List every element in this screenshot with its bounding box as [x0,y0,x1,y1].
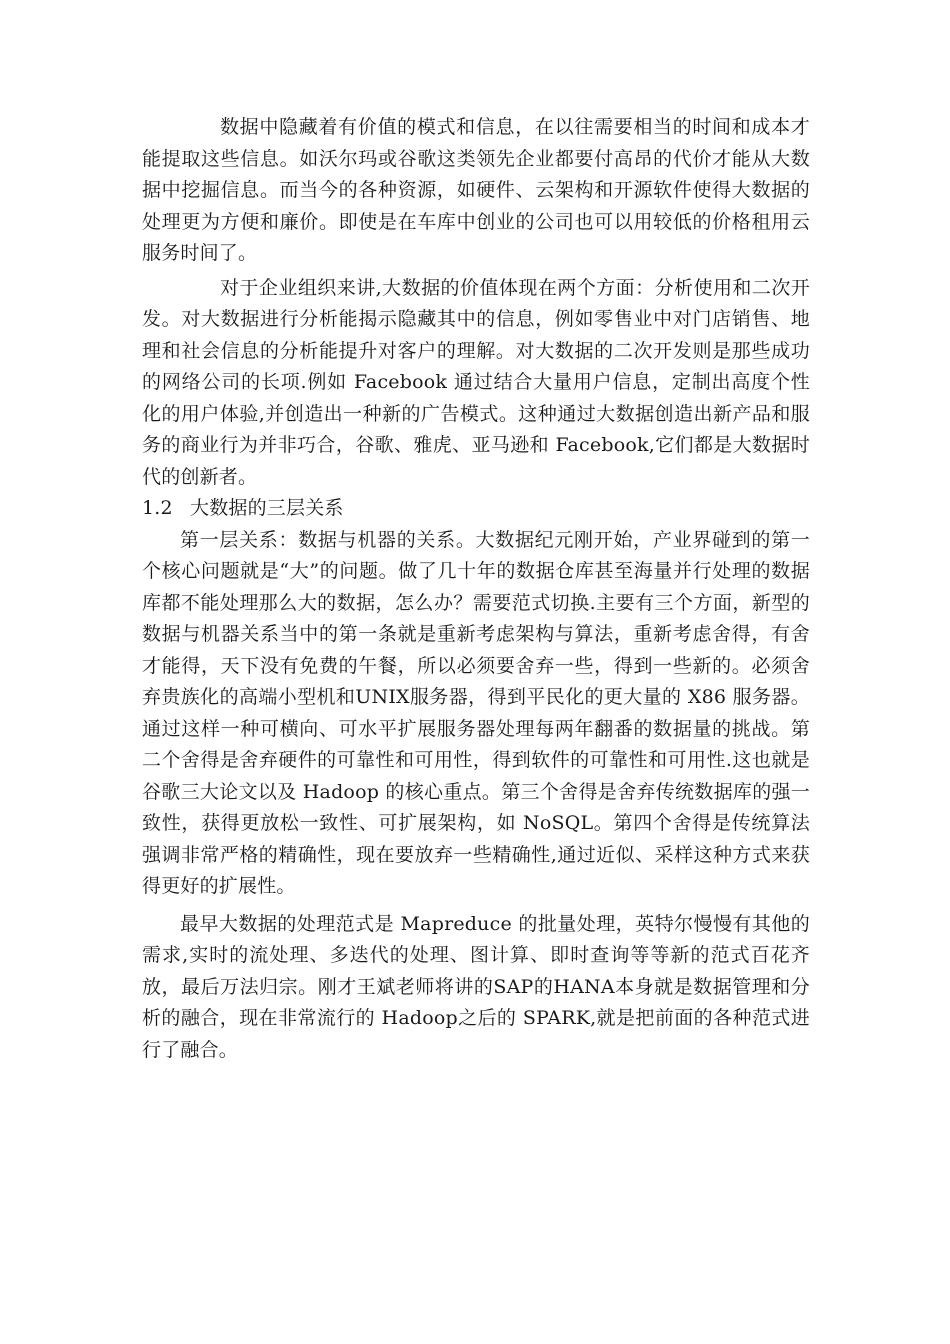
paragraph-processing-paradigm: 最早大数据的处理范式是 Mapreduce 的批量处理，英特尔慢慢有其他的需求,实时的流处理、多迭代的处理、图计算、即时查询等等新的范式百花齐放，最后万法归宗。刚才王斌老师将讲的SAP的HANA本身就是数据管理和分析的融合，现在非常流行的 Hadoop之后的 SPARK,就是把前面的各种范式进行了融合。 [142,912,810,1061]
section-heading [142,493,810,525]
document-page [142,112,810,1066]
paragraph-data-value: 数据中隐藏着有价值的模式和信息，在以往需要相当的时间和成本才能提取这些信息。如沃尔玛或谷歌这类领先企业都要付高昂的代价才能从大数据中挖掘信息。而当今的各种资源，如硬件、云架构和开源软件使得大数据的处理更为方便和廉价。即使是在车库中创业的公司也可以用较低的价格租用云服务时间了。 [142,116,810,264]
section-title: 大数据的三层关系 [190,497,344,519]
paragraph-first-layer: 第一层关系：数据与机器的关系。大数据纪元刚开始，产业界碰到的第一个核心问题就是“大”的问题。做了几十年的数据仓库甚至海量并行处理的数据库都不能处理那么大的数据，怎么办？需要范式切换.主要有三个方面，新型的数据与机器关系当中的第一条就是重新考虑架构与算法，重新考虑舍得，有舍才能得，天下没有免费的午餐，所以必须要舍弃一些，得到一些新的。必须舍弃贵族化的高端小型机和UNIX服务器，得到平民化的更大量的 X86 服务器。通过这样一种可横向、可水平扩展服务器处理每两年翻番的数据量的挑战。第二个舍得是舍弃硬件的可靠性和可用性，得到软件的可靠性和可用性.这也就是谷歌三大论文以及 Hadoop 的核心重点。第三个舍得是舍弃传统数据库的强一致性，获得更放松一致性、可扩展架构，如 NoSQL。第四个舍得是传统算法强调非常严格的精确性，现在要放弃一些精确性,通过近似、采样这种方式来获得更好的扩展性。 [142,528,810,897]
section-number: 1.2 [142,497,173,519]
paragraph-enterprise-value: 对于企业组织来讲,大数据的价值体现在两个方面：分析使用和二次开发。对大数据进行分析能揭示隐藏其中的信息，例如零售业中对门店销售、地理和社会信息的分析能提升对客户的理解。对大数据的二次开发则是那些成功的网络公司的长项.例如 Facebook 通过结合大量用户信息，定制出高度个性化的用户体验,并创造出一种新的广告模式。这种通过大数据创造出新产品和服务的商业行为并非巧合，谷歌、雅虎、亚马逊和 Facebook,它们都是大数据时代的创新者。 [142,276,810,488]
